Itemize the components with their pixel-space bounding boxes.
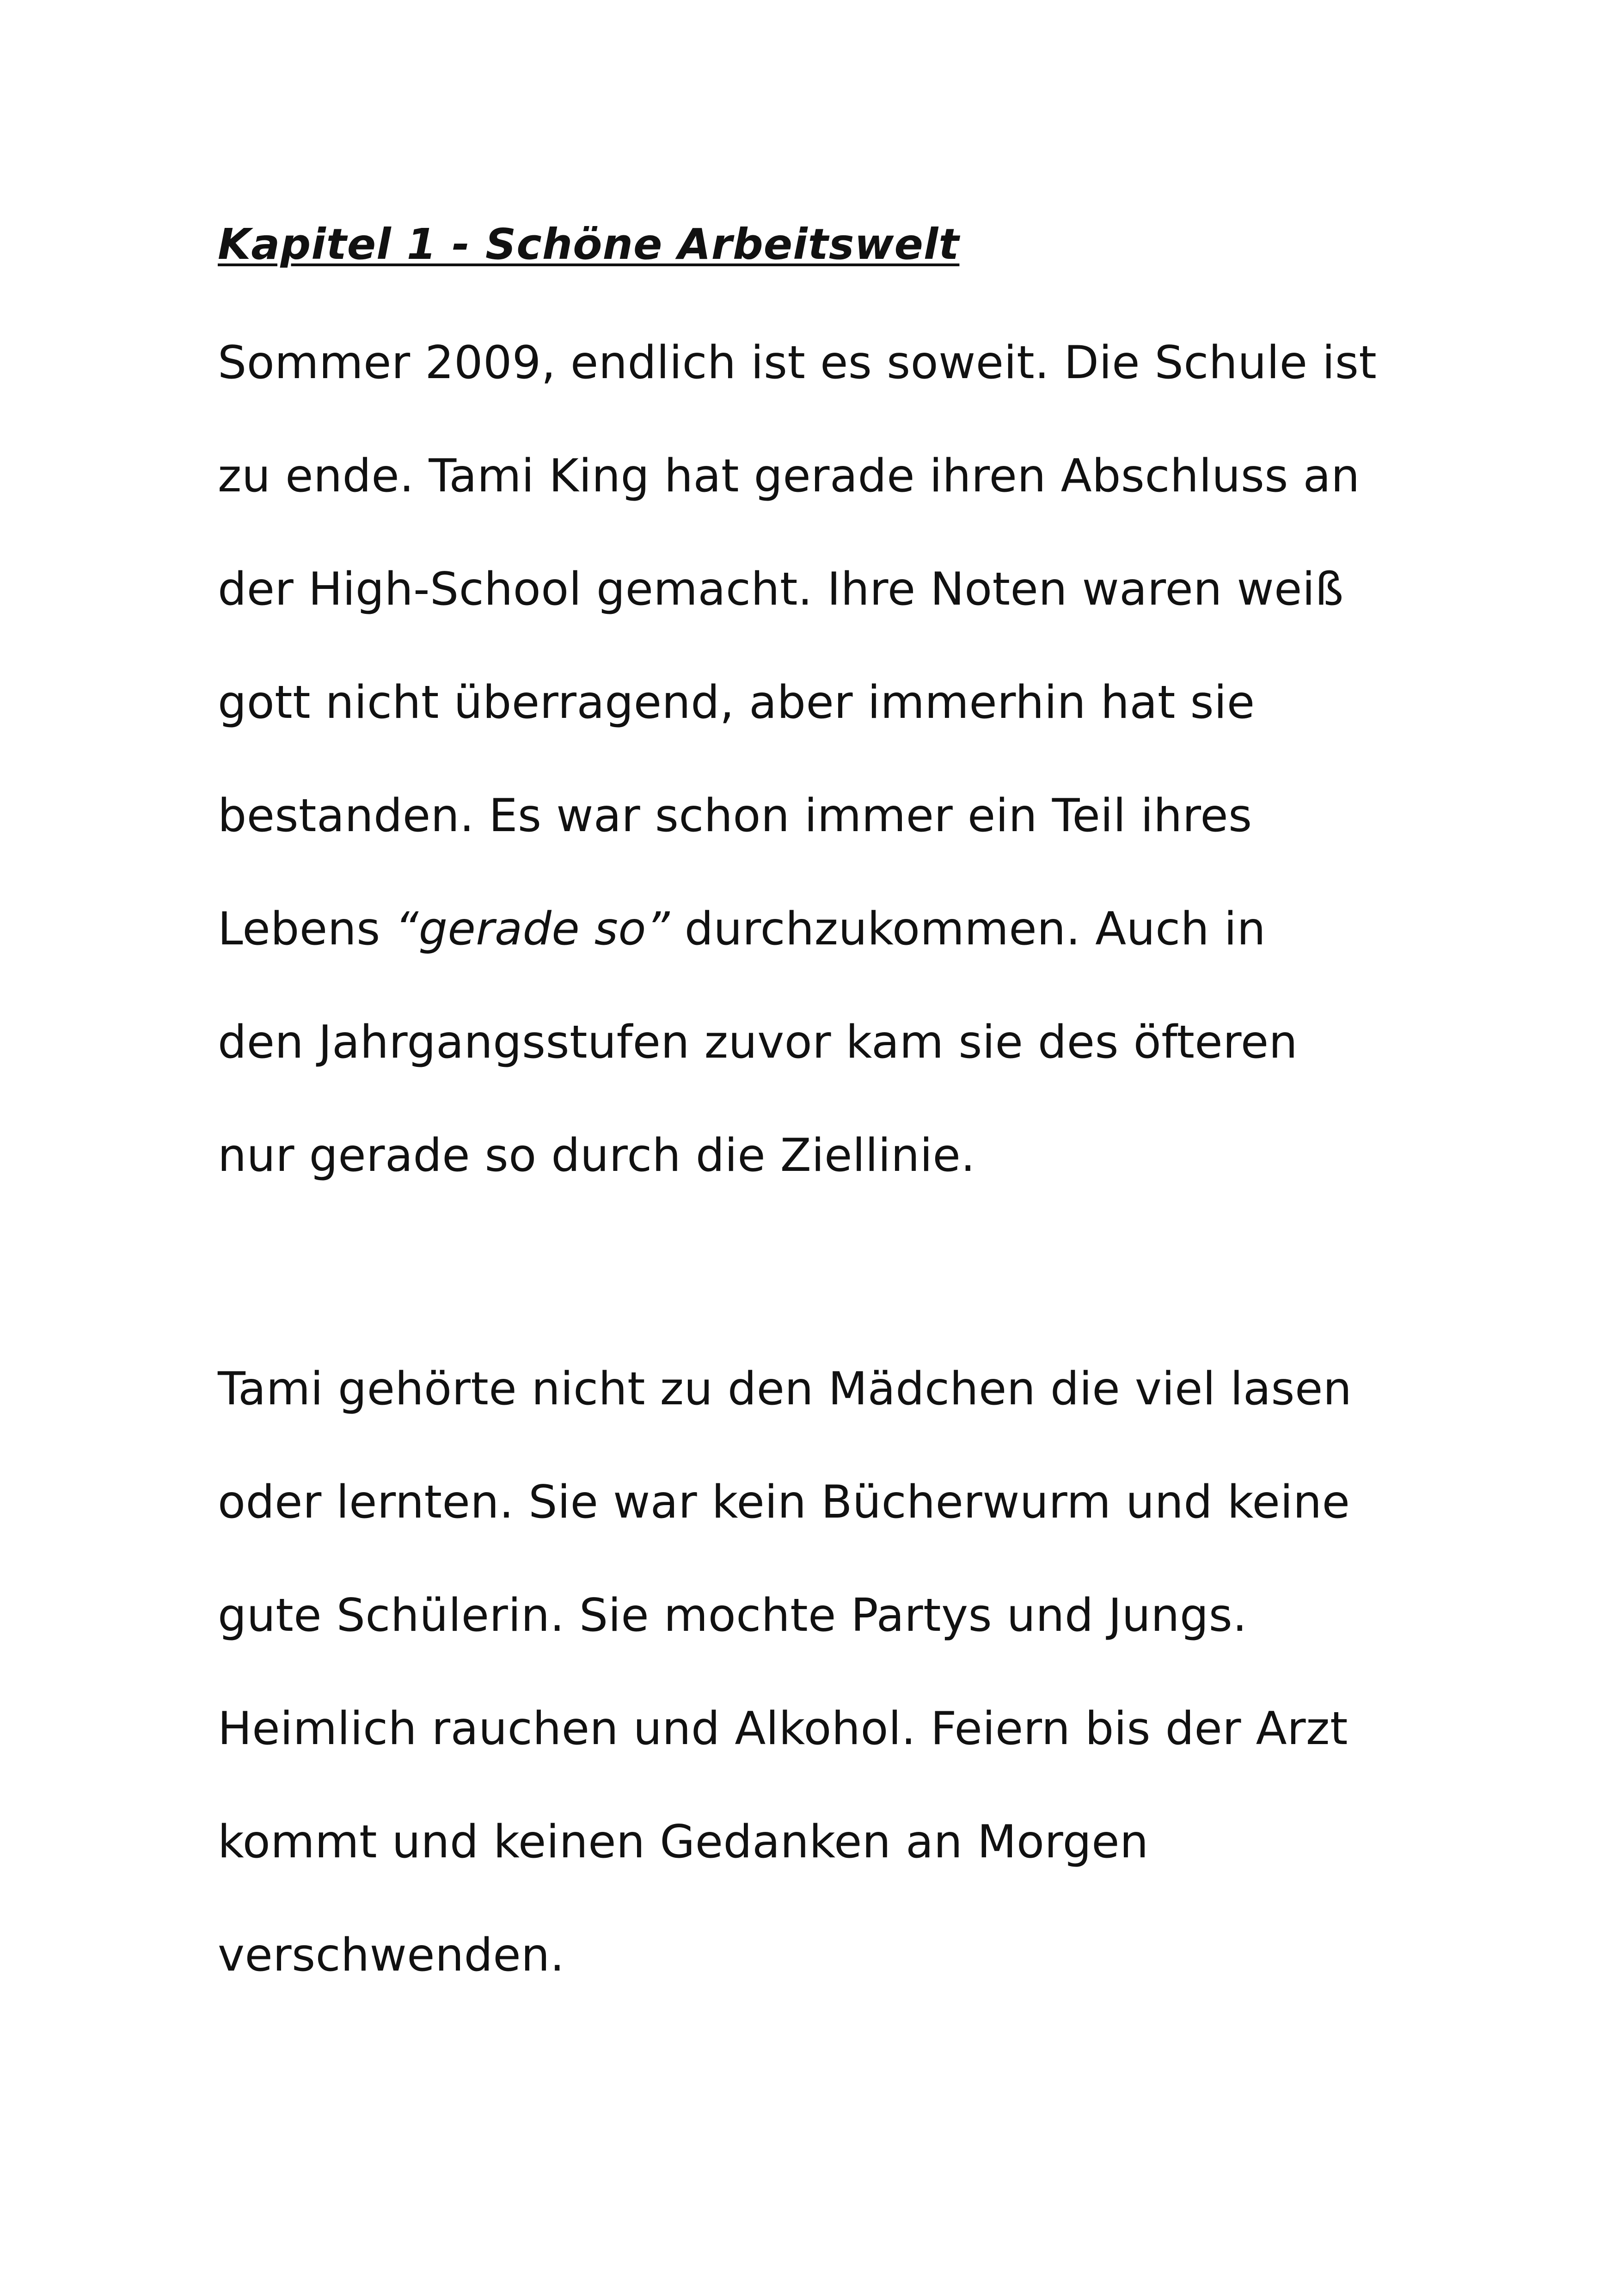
line-6-suffix: durchzukommen. Auch in — [670, 903, 1266, 955]
chapter-heading: Kapitel 1 - Schöne Arbeitswelt — [218, 220, 960, 269]
paragraph-1-line-7: den Jahrgangsstufen zuvor kam sie des öfteren — [218, 1016, 1298, 1069]
paragraph-2-line-3: gute Schülerin. Sie mochte Partys und Jungs. — [218, 1589, 1247, 1642]
paragraph-2-line-6: verschwenden. — [218, 1929, 565, 1982]
paragraph-2-line-4: Heimlich rauchen und Alkohol. Feiern bis der Arzt — [218, 1702, 1348, 1755]
line-6-prefix: Lebens — [218, 903, 395, 955]
paragraph-2-line-1: Tami gehörte nicht zu den Mädchen die viel lasen — [218, 1363, 1352, 1415]
paragraph-1-line-5: bestanden. Es war schon immer ein Teil ihres — [218, 790, 1252, 842]
paragraph-1-line-4: gott nicht überragend, aber immerhin hat sie — [218, 676, 1255, 729]
paragraph-1-line-8: nur gerade so durch die Ziellinie. — [218, 1129, 975, 1182]
paragraph-2-line-2: oder lernten. Sie war kein Bücherwurm und keine — [218, 1476, 1350, 1529]
emphasized-phrase: “gerade so” — [395, 903, 670, 955]
paragraph-1-line-1: Sommer 2009, endlich ist es soweit. Die Schule ist — [218, 337, 1377, 389]
paragraph-1-line-2: zu ende. Tami King hat gerade ihren Abschluss an — [218, 450, 1360, 502]
paragraph-2-line-5: kommt und keinen Gedanken an Morgen — [218, 1816, 1149, 1868]
paragraph-1-line-6 — [218, 897, 1266, 961]
paragraph-1-line-3: der High-School gemacht. Ihre Noten waren weiß — [218, 563, 1344, 616]
